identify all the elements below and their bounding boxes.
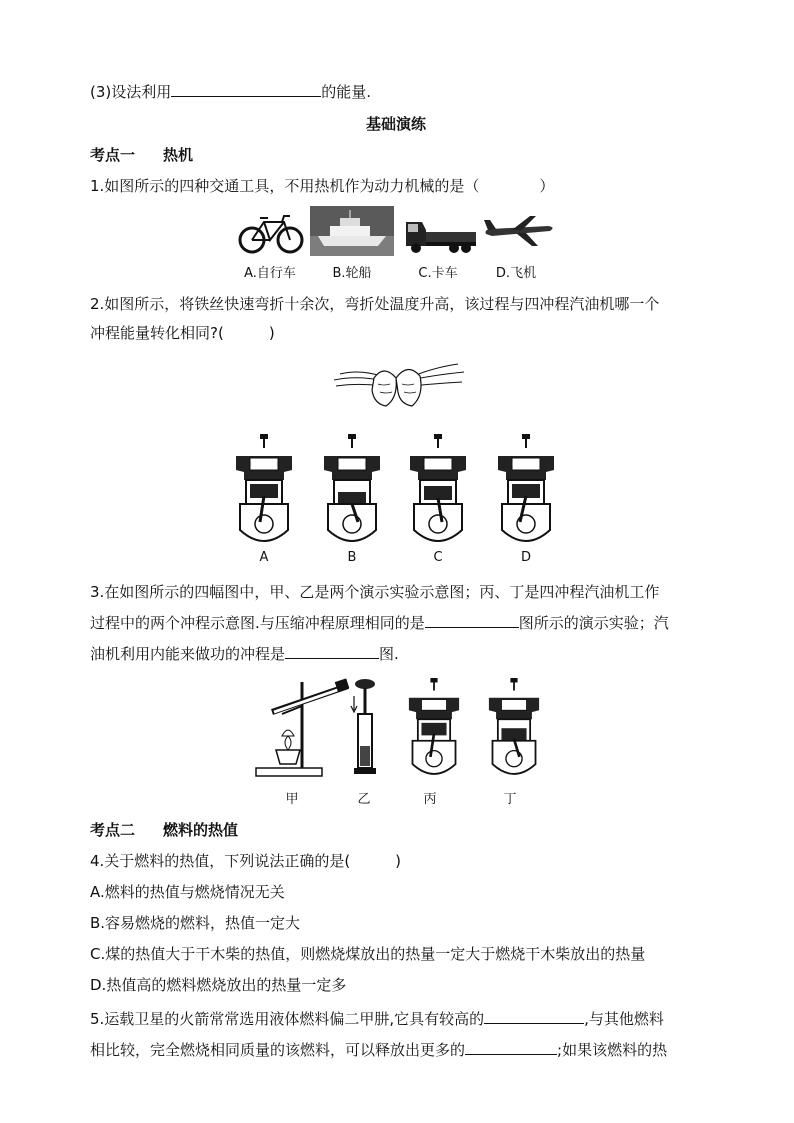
question-3-line-1: 3.在如图所示的四幅图中，甲、乙是两个演示实验示意图；丙、丁是四冲程汽油机工作	[90, 583, 660, 601]
question-5-text: 相比较，完全燃烧相同质量的该燃料，可以释放出更多的	[90, 1041, 466, 1059]
question-1-figures	[236, 206, 556, 258]
engine-diagram-d	[494, 434, 558, 550]
question-5-line-1	[90, 1008, 664, 1029]
figure-label-jia: 甲	[285, 792, 299, 807]
question-3-line-3	[90, 643, 399, 664]
engine-diagram-ding	[484, 678, 544, 782]
air-pump-icon	[350, 676, 380, 782]
question-3-figures	[252, 676, 552, 784]
intro-suffix: 的能量.	[321, 83, 372, 101]
option-b: B.容易燃烧的燃料，热值一定大	[90, 914, 301, 932]
test-tube-heating-icon	[252, 676, 352, 782]
engine-label-d: D	[520, 550, 531, 565]
answer-blank[interactable]	[425, 612, 519, 628]
figure-label-ding: 丁	[503, 792, 517, 807]
option-d: D.热值高的燃料燃烧放出的热量一定多	[90, 976, 347, 994]
topic-heading-2	[90, 820, 238, 840]
question-5-text: 5.运载卫星的火箭常常选用液体燃料偏二甲肼,它具有较高的	[90, 1010, 485, 1028]
question-4-stem: 4.关于燃料的热值，下列说法正确的是( )	[90, 852, 402, 870]
question-2-line-1: 2.如图所示，将铁丝快速弯折十余次，弯折处温度升高，该过程与四冲程汽油机哪一个	[90, 295, 660, 313]
figure-label-bing: 丙	[423, 792, 437, 807]
hands-bending-wire-icon	[334, 354, 464, 414]
topic-heading-1	[90, 145, 193, 165]
topic-title: 燃料的热值	[163, 821, 239, 839]
question-5-line-2	[90, 1039, 667, 1060]
question-2-line-2: 冲程能量转化相同?( )	[90, 324, 275, 342]
engine-diagram-row	[232, 434, 572, 552]
topic-title: 热机	[163, 146, 194, 164]
answer-blank[interactable]	[285, 643, 379, 659]
topic-label: 考点二	[90, 821, 136, 839]
engine-diagram-b	[320, 434, 384, 550]
section-title: 基础演练	[366, 115, 427, 133]
question-1-stem: 1.如图所示的四种交通工具，不用热机作为动力机械的是（ ）	[90, 177, 555, 195]
airplane-icon	[482, 212, 556, 252]
bicycle-icon	[238, 208, 304, 256]
option-caption-b: B.轮船	[332, 266, 372, 281]
engine-label-a: A	[259, 550, 269, 565]
option-a: A.燃料的热值与燃烧情况无关	[90, 883, 285, 901]
answer-blank[interactable]	[484, 1008, 584, 1024]
engine-label-b: B	[347, 550, 357, 565]
option-c: C.煤的热值大于干木柴的热值，则燃烧煤放出的热量一定大于燃烧干木柴放出的热量	[90, 945, 646, 963]
answer-blank[interactable]	[465, 1039, 557, 1055]
answer-blank[interactable]	[171, 81, 321, 97]
question-5-text: ;如果该燃料的热	[557, 1041, 668, 1059]
question-3-text: 图.	[379, 645, 399, 663]
question-3-text: 过程中的两个冲程示意图.与压缩冲程原理相同的是	[90, 614, 425, 632]
engine-label-c: C	[433, 550, 443, 565]
engine-diagram-c	[406, 434, 470, 550]
engine-diagram-a	[232, 434, 296, 550]
option-caption-a: A.自行车	[244, 266, 296, 281]
question-3-text: 油机利用内能来做功的冲程是	[90, 645, 286, 663]
figure-label-yi: 乙	[357, 792, 371, 807]
intro-prefix: (3)设法利用	[90, 83, 172, 101]
option-caption-c: C.卡车	[418, 266, 458, 281]
question-3-line-2	[90, 612, 669, 633]
truck-icon	[404, 214, 478, 254]
question-3-text: 图所示的演示实验；汽	[518, 614, 669, 632]
option-caption-d: D.飞机	[495, 266, 537, 281]
question-5-text: ,与其他燃料	[584, 1010, 664, 1028]
ship-icon	[310, 206, 394, 256]
topic-label: 考点一	[90, 146, 136, 164]
engine-diagram-bing	[404, 678, 464, 782]
intro-line	[90, 81, 371, 102]
